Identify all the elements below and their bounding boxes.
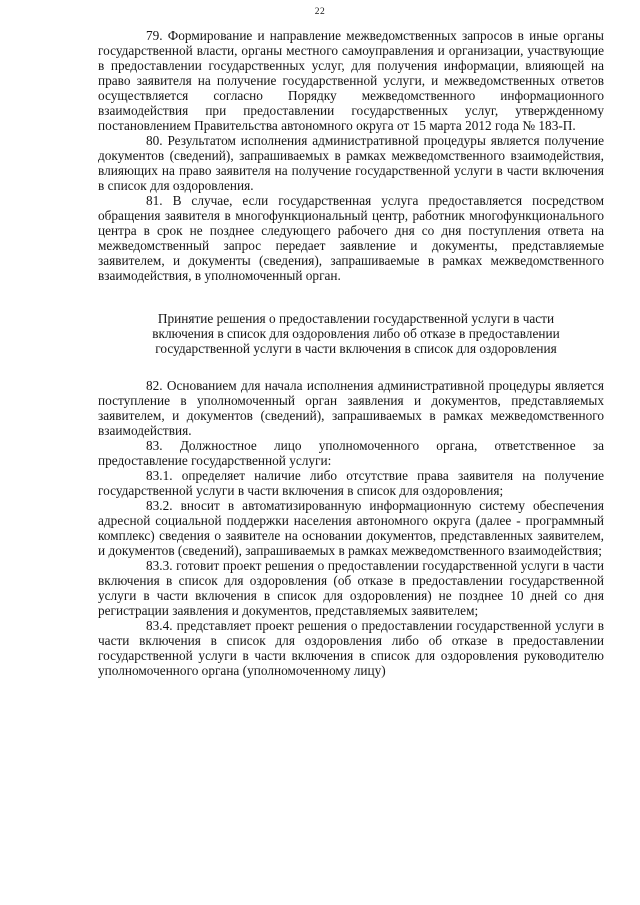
- paragraph-83-4: 83.4. представляет проект решения о предоставлении государственной услуги в части включения в список для оздоровления либо об отказе в предоставлении государственной услуги в части включения в список для оздоровления руководителю уполномоченного органа (уполномоченному лицу): [98, 618, 604, 678]
- paragraph-83-1: 83.1. определяет наличие либо отсутствие права заявителя на получение государственной услуги в части включения в список для оздоровления;: [98, 468, 604, 498]
- document-body: [98, 28, 604, 678]
- page-number: 22: [314, 7, 326, 17]
- section-heading: Принятие решения о предоставлении государственной услуги в части включения в список для оздоровления либо об отказе в предоставлении государственной услуги в части включения в список для оздоровления: [152, 311, 560, 356]
- paragraph-80: 80. Результатом исполнения административной процедуры является получение документов (сведений), запрашиваемых в рамках межведомственного взаимодействия, влияющих на право заявителя на получение государственной услуги в части включения в список для оздоровления.: [98, 133, 604, 193]
- paragraph-83-3: 83.3. готовит проект решения о предоставлении государственной услуги в части включения в список для оздоровления (об отказе в предоставлении государственной услуги в части включения в список для оздоровления) не позднее 10 дней со дня регистрации заявления и документов, представляемых заявителем;: [98, 558, 604, 618]
- paragraph-82: 82. Основанием для начала исполнения административной процедуры является поступление в уполномоченный орган заявления и документов, представляемых заявителем, и документов (сведений), запрашиваемых в рамках межведомственного взаимодействия.: [98, 378, 604, 438]
- paragraph-81: 81. В случае, если государственная услуга предоставляется посредством обращения заявителя в многофункциональный центр, работник многофункционального центра в срок не позднее следующего рабочего дня со дня поступления ответа на межведомственный запрос передает заявление и документы, представляемые заявителем, и документы (сведения), запрашиваемые в рамках межведомственного взаимодействия, в уполномоченный орган.: [98, 193, 604, 283]
- paragraph-83: 83. Должностное лицо уполномоченного органа, ответственное за предоставление государственной услуги:: [98, 438, 604, 468]
- paragraph-79: 79. Формирование и направление межведомственных запросов в иные органы государственной власти, органы местного самоуправления и организации, участвующие в предоставлении государственных услуг, для получения информации, влияющей на право заявителя на получение государственной услуги, и межведомственных ответов осуществляется согласно Порядку межведомственного информационного взаимодействия при предоставлении государственных услуг, утвержденному постановлением Правительства автономного округа от 15 марта 2012 года № 183-П.: [98, 28, 604, 133]
- paragraph-83-2: 83.2. вносит в автоматизированную информационную систему обеспечения адресной социальной поддержки населения автономного округа (далее - программный комплекс) сведения о заявителе на основании документов, представленных заявителем, и документов (сведений), запрашиваемых в рамках межведомственного взаимодействия;: [98, 498, 604, 558]
